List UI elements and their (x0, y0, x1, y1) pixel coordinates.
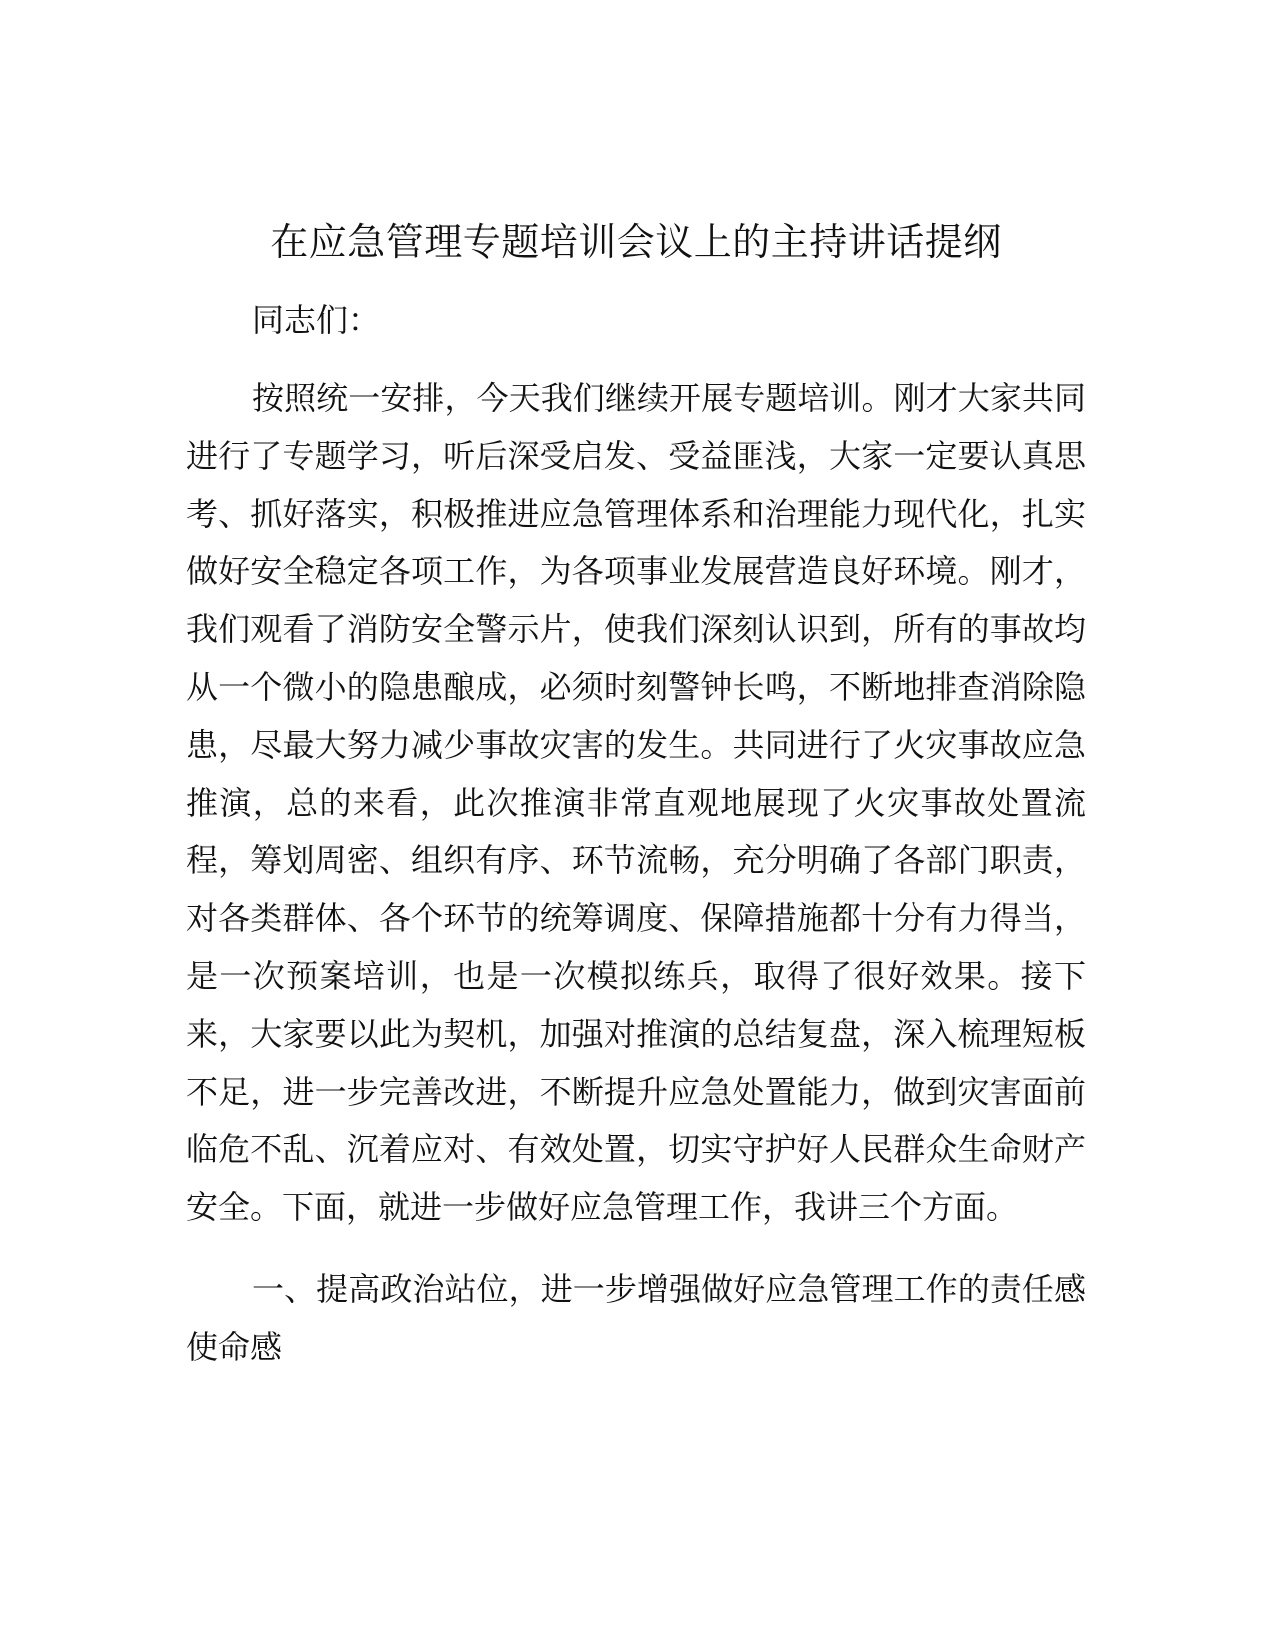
body-paragraph: 按照统一安排，今天我们继续开展专题培训。刚才大家共同进行了专题学习，听后深受启发、受益匪浅，大家一定要认真思考、抓好落实，积极推进应急管理体系和治理能力现代化，扎实做好安全稳定各项工作，为各项事业发展营造良好环境。刚才，我们观看了消防安全警示片，使我们深刻认识到，所有的事故均从一个微小的隐患酿成，必须时刻警钟长鸣，不断地排查消除隐患，尽最大努力减少事故灾害的发生。共同进行了火灾事故应急推演，总的来看，此次推演非常直观地展现了火灾事故处置流程，筹划周密、组织有序、环节流畅，充分明确了各部门职责，对各类群体、各个环节的统筹调度、保障措施都十分有力得当，是一次预案培训，也是一次模拟练兵，取得了很好效果。接下来，大家要以此为契机，加强对推演的总结复盘，深入梳理短板不足，进一步完善改进，不断提升应急处置能力，做到灾害面前临危不乱、沉着应对、有效处置，切实守护好人民群众生命财产安全。下面，就进一步做好应急管理工作，我讲三个方面。 (186, 379, 1086, 1227)
salutation: 同志们： (252, 301, 381, 339)
document-page (186, 214, 1086, 1377)
section-heading: 一、提高政治站位，进一步增强做好应急管理工作的责任感使命感 (186, 1269, 1086, 1366)
document-title: 在应急管理专题培训会议上的主持讲话提纲 (270, 220, 1002, 264)
